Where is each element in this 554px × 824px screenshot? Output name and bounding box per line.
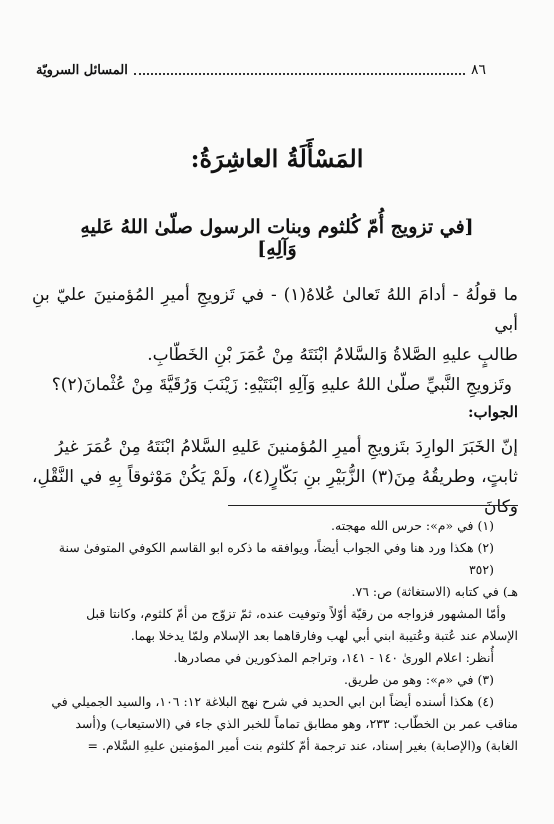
footnotes [32, 515, 518, 757]
question-line: وتَزويجِ النَّبيِّ صلّىٰ اللهُ عليهِ وَآلِهِ ابْنَتَيْهِ: زَيْنَبَ وَرُقَيَّةَ مِنْ عُثْمانَ(٢)؟ [51, 375, 512, 395]
footnote-2-ref: أُنظر: اعلام الورىٰ ١٤٠ - ١٤١، وتراجم المذكورين في مصادرها. [173, 650, 494, 665]
running-title: المسائل السرويّة [36, 62, 128, 78]
footnote-3: (٣) في «م»: وهو من طريق. [343, 672, 494, 687]
page-header [36, 58, 486, 82]
footnote-2: (٢) هكذا ورد هنا وفي الجواب أيضاً، ويوافقه ما ذكره ابو القاسم الكوفي المتوفىٰ سنة (٣٥٢ [58, 540, 494, 577]
footnote-2-cont: هـ) في كتابه (الاستغاثة) ص: ٧٦. [351, 584, 518, 599]
footnote-4-cont: مناقب عمر بن الخطّاب: ٢٣٣، وهو مطابق تماماً للخبر الذي جاء في (الاستيعاب) و(أسد [75, 716, 518, 731]
answer-paragraph [32, 432, 518, 522]
footnote-divider [228, 505, 518, 506]
section-subtitle: [في تزويج أُمّ كُلثوم وبنات الرسول صلّىٰ اللهُ عَليهِ وَآلِهِ] [80, 216, 474, 260]
section-title: المَسْأَلَةُ العاشِرَةُ: [190, 144, 364, 173]
answer-line: ثابتٍ، وطريقُهُ مِنَ(٣) الزُّبَيْرِ بنِ بَكّارٍ(٤)، ولَمْ يَكُنْ مَوْثوقاً بِهِ في النَّقْلِ، وكانَ [32, 467, 518, 517]
page-number: ٨٦ [470, 62, 486, 78]
question-paragraph [32, 280, 518, 400]
footnote-1: (١) في «م»: حرس الله مهجته. [331, 518, 494, 533]
question-line: طالبٍ عليهِ الصَّلاةُ وَالسَّلامُ ابْنَتَهُ مِنْ عُمَرَ بْنِ الخَطّابِ. [147, 345, 518, 365]
answer-label: الجواب: [468, 403, 518, 421]
question-line: ما قولُهُ - أدامَ اللهُ تَعالىٰ عُلاهُ(١) - في تَزويجِ أميرِ المُؤمنينَ عليّ بنِ أبي [32, 285, 518, 335]
footnote-4-cont2: الغابة) و(الإصابة) بغير إسناد، عند ترجمة أمّ كلثوم بنت أمير المؤمنين عليهِ السَّلام. = [87, 738, 518, 753]
footnote-2-note: وأمّا المشهور فزواجه من رقيّة أوّلاً وتوفيت عنده، ثمّ تزوّج من أمّ كلثوم، وكانتا قبل [86, 606, 506, 621]
header-dot-leader [134, 73, 465, 75]
footnote-2-note-cont: الإسلام عند عُتبة وعُتيبة ابني أبي لهب وفارقاهما بعد الإسلام ولمّا يدخلا بهما. [130, 628, 518, 643]
answer-line: إنّ الخَبَرَ الوارِدَ بتَزويجِ أميرِ المُؤمنينَ عَليهِ السَّلامُ ابْنَتَهُ مِنْ عُمَرَ غيرُ [55, 437, 518, 457]
footnote-4: (٤) هكذا أسنده أيضاً ابن ابي الحديد في شرح نهج البلاغة ١٢: ١٠٦، والسيد الجميلي في [51, 694, 494, 709]
